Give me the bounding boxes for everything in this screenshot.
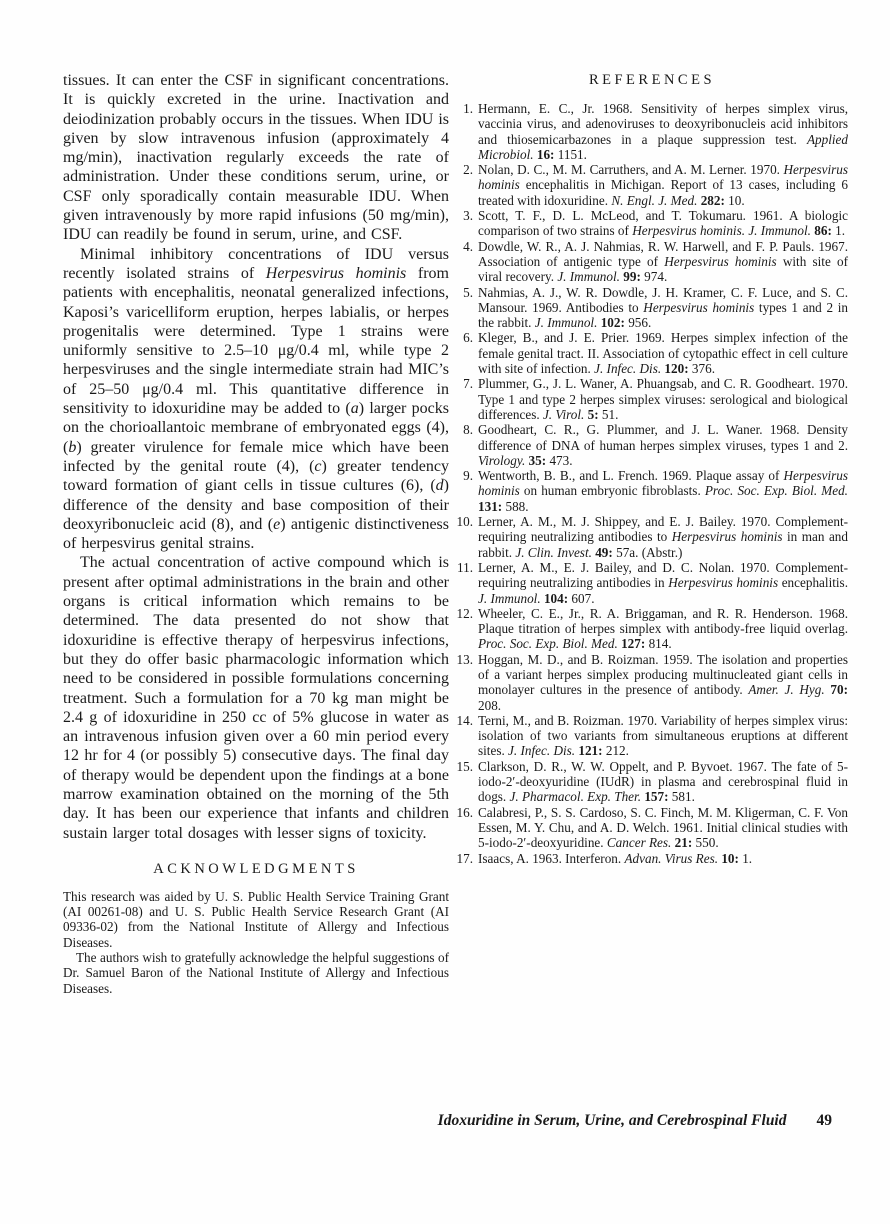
italic-text: Applied Microbiol. xyxy=(478,131,848,162)
reference-number: 3. xyxy=(463,208,473,224)
text-run: 581. xyxy=(668,789,695,805)
reference-text xyxy=(478,606,848,652)
page-footer xyxy=(0,1112,832,1130)
left-column xyxy=(63,71,449,996)
text-run: ) antigenic distinctiveness of herpesvirus genital strains. xyxy=(63,515,449,553)
italic-text: Herpesvirus hominis. J. Immunol. xyxy=(632,223,811,239)
reference-number: 17. xyxy=(456,850,473,866)
reference-item xyxy=(456,713,848,759)
reference-number: 5. xyxy=(463,284,473,300)
italic-text: Herpesvirus hominis xyxy=(664,253,777,269)
bold-text: 86: xyxy=(814,223,832,239)
reference-item xyxy=(456,330,848,376)
text-run: ) greater virulence for female mice which have been infected by the genital route (4), ( xyxy=(63,438,449,475)
reference-number: 8. xyxy=(463,422,473,438)
reference-number: 7. xyxy=(463,376,473,392)
reference-item xyxy=(456,208,848,239)
text-run: Clarkson, D. R., W. W. Oppelt, and P. Byvoet. 1967. The fate of 5-iodo-2′-deoxyuridine (IUdR) in plasma and cerebrospinal fluid in dogs. xyxy=(478,758,848,805)
text-run: Lerner, A. M., E. J. Bailey, and D. C. Nolan. 1970. Complement-requiring neutralizing antibodies in xyxy=(478,559,848,591)
text-run: Dowdle, W. R., A. J. Nahmias, R. W. Harwell, and F. P. Pauls. 1967. Association of antigenic type of xyxy=(478,238,848,269)
text-run: 974. xyxy=(640,269,668,285)
reference-number: 10. xyxy=(456,514,473,530)
italic-text: Herpesvirus hominis xyxy=(643,299,755,315)
references-list xyxy=(456,101,848,866)
bold-text: 282: xyxy=(700,192,725,208)
reference-number: 1. xyxy=(463,101,473,116)
text-run: with site of viral recovery. xyxy=(478,253,848,285)
reference-number: 13. xyxy=(456,651,473,667)
reference-number: 15. xyxy=(456,758,473,774)
reference-item xyxy=(456,468,848,514)
text-run: Lerner, A. M., M. J. Shippey, and E. J. Bailey. 1970. Complement-requiring neutralizing antibodies to xyxy=(478,514,848,545)
running-title: Idoxuridine in Serum, Urine, and Cerebrospinal Fluid xyxy=(437,1112,787,1129)
italic-text: J. Immunol. xyxy=(534,315,598,331)
text-run: 1151. xyxy=(554,146,587,162)
reference-item xyxy=(456,606,848,652)
text-run: 550. xyxy=(692,835,719,851)
reference-text xyxy=(478,376,848,422)
bold-text: 157: xyxy=(644,789,669,805)
body-text-container xyxy=(63,71,449,843)
italic-text: Herpesvirus hominis xyxy=(671,529,783,545)
right-column xyxy=(456,71,848,866)
italic-text: J. Immunol. xyxy=(478,590,541,606)
text-run: Hoggan, M. D., and B. Roizman. 1959. The isolation and properties of a variant herpes simplex producing multinucleated giant cells in monolayer cultures in the presence of antibody. xyxy=(478,651,848,698)
text-run: tissues. It can enter the CSF in significant concentrations. It is quickly excreted in the urine. Inactivation and deiodinization probably occurs in the tissues. When IDU is given by slow intravenous infusion (approximately 4 mg/min), inactivation regularly exceeds the rate of administration. Under these conditions serum, urine, or CSF only sporadically contain measurable IDU. When given intravenously by more rapid infusions (50 mg/min), IDU can readily be found in serum, urine, and CSF. xyxy=(63,72,449,244)
text-run: 473. xyxy=(546,452,573,468)
italic-text: Proc. Soc. Exp. Biol. Med. xyxy=(704,483,848,499)
reference-number: 12. xyxy=(456,605,473,621)
italic-text: d xyxy=(435,477,444,495)
reference-number: 16. xyxy=(456,804,473,820)
italic-text: J. Infec. Dis. xyxy=(594,361,662,377)
text-run: Hermann, E. C., Jr. 1968. Sensitivity of herpes simplex virus, vaccinia virus, and adenoviruses to deoxyribonucleis acid inhibitors and thiosemicarbazones in a plaque suppression test. xyxy=(478,101,848,147)
reference-text xyxy=(478,652,848,713)
text-run: Goodheart, C. R., G. Plummer, and J. L. Waner. 1968. Density difference of DNA of human herpes simplex viruses, types 1 and 2. xyxy=(478,422,848,453)
acknowledgment-paragraph xyxy=(63,889,449,950)
reference-text xyxy=(478,759,848,805)
italic-text: Herpesvirus hominis xyxy=(265,264,407,282)
text-run: 10. xyxy=(724,192,745,208)
reference-text xyxy=(478,330,848,376)
text-run: Plummer, G., J. L. Waner, A. Phuangsab, and C. R. Goodheart. 1970. Type 1 and type 2 herpes simplex viruses: serological and biological differences. xyxy=(478,376,848,422)
text-run: 607. xyxy=(568,590,595,606)
text-run: 956. xyxy=(624,315,652,331)
bold-text: 35: xyxy=(528,452,547,468)
reference-text xyxy=(478,285,848,331)
text-run: ) greater tendency toward formation of giant cells in tissue cultures (6), ( xyxy=(63,457,449,495)
italic-text: J. Immunol. xyxy=(557,269,620,285)
text-run: Nolan, D. C., M. M. Carruthers, and A. M. Lerner. 1970. xyxy=(478,162,784,178)
paragraph xyxy=(63,553,449,842)
bold-text: 10: xyxy=(721,850,739,866)
text-run: 376. xyxy=(688,361,715,377)
reference-text xyxy=(478,101,848,162)
acknowledgment-paragraph xyxy=(63,950,449,996)
reference-number: 11. xyxy=(457,559,473,575)
text-run: Wheeler, C. E., Jr., R. A. Briggaman, and R. R. Henderson. 1968. Plaque titration of herpes simplex with antibody-free liquid overlag. xyxy=(478,605,848,637)
italic-text: Amer. J. Hyg. xyxy=(748,682,825,698)
text-run: Terni, M., and B. Roizman. 1970. Variability of herpes simplex virus: isolation of two variants from simultaneous eruptions at different sites. xyxy=(478,712,848,759)
italic-text: Advan. Virus Res. xyxy=(624,850,719,866)
text-run: Scott, T. F., D. L. McLeod, and T. Tokumaru. 1961. A biologic comparison of two strains of xyxy=(478,208,848,239)
text-run: Minimal inhibitory concentrations of IDU versus recently isolated strains of xyxy=(63,245,449,282)
text-run: The actual concentration of active compound which is present after optimal administrations in the brain and other organs is critical information which remains to be determined. The data presented do not show that idoxuridine is effective therapy of herpesvirus infections, but they do offer basic pharmacologic information which need to be considered in possible formulations concerning treatment. Such a formulation for a 70 kg man might be 2.4 g of idoxuridine in 250 cc of 5% glucose in water as an intravenous infusion given over a 60 min period every 12 hr for 4 (or possibly 5) consecutive days. The final day of therapy would be dependent upon the findings at a bone marrow examination obtained on the morning of the 5th day. It has been our experience that infants and children sustain larger total dosages with lesser signs of toxicity. xyxy=(63,554,449,842)
italic-text: N. Engl. J. Med. xyxy=(611,192,698,208)
reference-text xyxy=(478,468,848,514)
bold-text: 102: xyxy=(600,315,625,331)
text-run: 1. xyxy=(831,223,846,239)
italic-text: J. Infec. Dis. xyxy=(508,743,576,759)
acknowledgments-container xyxy=(63,889,449,996)
reference-text xyxy=(478,239,848,285)
references-heading: REFERENCES xyxy=(588,72,716,88)
italic-text: Herpesvirus hominis xyxy=(478,468,848,499)
bold-text: 131: xyxy=(478,498,503,514)
text-run: 212. xyxy=(602,743,629,759)
reference-text xyxy=(478,208,848,239)
reference-text xyxy=(478,514,848,560)
bold-text: 120: xyxy=(664,361,689,377)
bold-text: 127: xyxy=(621,636,646,652)
italic-text: J. Clin. Invest. xyxy=(515,544,592,560)
reference-item xyxy=(456,652,848,713)
reference-item xyxy=(456,514,848,560)
reference-item xyxy=(456,560,848,606)
text-run: in man and rabbit. xyxy=(478,529,848,560)
italic-text: Herpesvirus hominis xyxy=(668,575,779,591)
reference-text xyxy=(478,422,848,468)
bold-text: 16: xyxy=(536,146,555,162)
reference-item xyxy=(456,162,848,208)
reference-item xyxy=(456,759,848,805)
reference-text xyxy=(478,560,848,606)
text-run: Kleger, B., and J. E. Prier. 1969. Herpes simplex infection of the female genital tract. II. Association of cytopathic effect in cell culture with site of infection. xyxy=(478,330,848,377)
italic-text: J. Virol. xyxy=(542,406,585,422)
reference-item xyxy=(456,101,848,162)
italic-text: Herpesvirus hominis xyxy=(478,162,848,193)
reference-number: 14. xyxy=(456,712,473,728)
italic-text: Virology. xyxy=(478,452,526,468)
text-run: The authors wish to gratefully acknowledge the helpful suggestions of Dr. Samuel Baron of the National Institute of Allergy and Infectious Diseases. xyxy=(63,950,449,996)
italic-text: a xyxy=(350,400,359,418)
text-run: ) difference of the density and base composition of their deoxyribonucleic acid (8), and ( xyxy=(63,477,449,533)
italic-text: e xyxy=(273,515,281,533)
paragraph xyxy=(63,245,449,554)
text-run: encephalitis in Michigan. Report of 13 cases, including 6 treated with idoxuridine. xyxy=(478,177,848,208)
text-run: This research was aided by U. S. Public Health Service Training Grant (AI 00261-08) and U. S. Public Health Service Research Grant (AI 09336-02) from the National Institute of Allergy and Infectious Diseases. xyxy=(63,888,449,950)
bold-text: 104: xyxy=(543,590,569,606)
text-run: 814. xyxy=(645,636,672,652)
italic-text: b xyxy=(68,438,77,456)
text-run: types 1 and 2 in the rabbit. xyxy=(478,299,848,331)
text-run: 208. xyxy=(478,697,502,713)
reference-text xyxy=(478,805,848,851)
page-number: 49 xyxy=(816,1112,832,1129)
reference-number: 6. xyxy=(463,330,473,346)
bold-text: 5: xyxy=(587,406,599,422)
text-run: 588. xyxy=(502,498,529,514)
acknowledgments-heading: ACKNOWLEDGMENTS xyxy=(153,860,359,877)
italic-text: Proc. Soc. Exp. Biol. Med. xyxy=(478,636,618,652)
text-run: from patients with encephalitis, neonatal generalized infections, Kaposi’s varicelliform eruption, herpes labialis, or herpes progenitalis were determined. Type 1 strains were uniformly sensitive to 2.5–10 μg/0.4 ml, while type 2 herpesviruses and the single intermediate strain had MIC’s of 25–50 μg/0.4 ml. This quantitative difference in sensitivity to idoxuridine may be added to ( xyxy=(63,264,449,418)
reference-number: 9. xyxy=(463,468,473,484)
text-run: 51. xyxy=(598,406,619,422)
reference-item xyxy=(456,851,848,866)
reference-item xyxy=(456,239,848,285)
bold-text: 70: xyxy=(830,682,848,698)
bold-text: 99: xyxy=(623,269,641,285)
italic-text: c xyxy=(314,457,322,475)
text-run: encephalitis. xyxy=(778,575,848,591)
text-run: on human embryonic fibroblasts. xyxy=(519,483,705,499)
text-run: Calabresi, P., S. S. Cardoso, S. C. Finch, M. M. Kligerman, C. F. Von Essen, M. Y. Chu, and A. D. Welch. 1961. Initial clinical studies with 5-iodo-2′-deoxyuridine. xyxy=(478,804,848,851)
text-run: 57a. (Abstr.) xyxy=(612,544,683,560)
italic-text: Cancer Res. xyxy=(606,835,672,851)
reference-item xyxy=(456,376,848,422)
reference-item xyxy=(456,422,848,468)
reference-item xyxy=(456,285,848,331)
text-run: 1. xyxy=(738,850,753,866)
reference-text xyxy=(478,162,848,208)
text-run: Nahmias, A. J., W. R. Dowdle, J. H. Kramer, C. F. Luce, and S. C. Mansour. 1969. Antibodies to xyxy=(478,284,848,315)
paragraph xyxy=(63,71,449,245)
reference-text xyxy=(478,713,848,759)
text-run: Wentworth, B. B., and L. French. 1969. Plaque assay of xyxy=(478,468,784,484)
bold-text: 49: xyxy=(595,544,613,560)
bold-text: 21: xyxy=(674,835,693,851)
reference-number: 2. xyxy=(463,162,473,178)
reference-item xyxy=(456,805,848,851)
text-run: Isaacs, A. 1963. Interferon. xyxy=(478,850,625,866)
text-run: ) larger pocks on the chorioallantoic membrane of embryonated eggs (4), ( xyxy=(63,400,450,456)
bold-text: 121: xyxy=(578,743,603,759)
reference-number: 4. xyxy=(463,238,473,254)
italic-text: J. Pharmacol. Exp. Ther. xyxy=(509,789,642,805)
reference-text xyxy=(478,851,848,866)
